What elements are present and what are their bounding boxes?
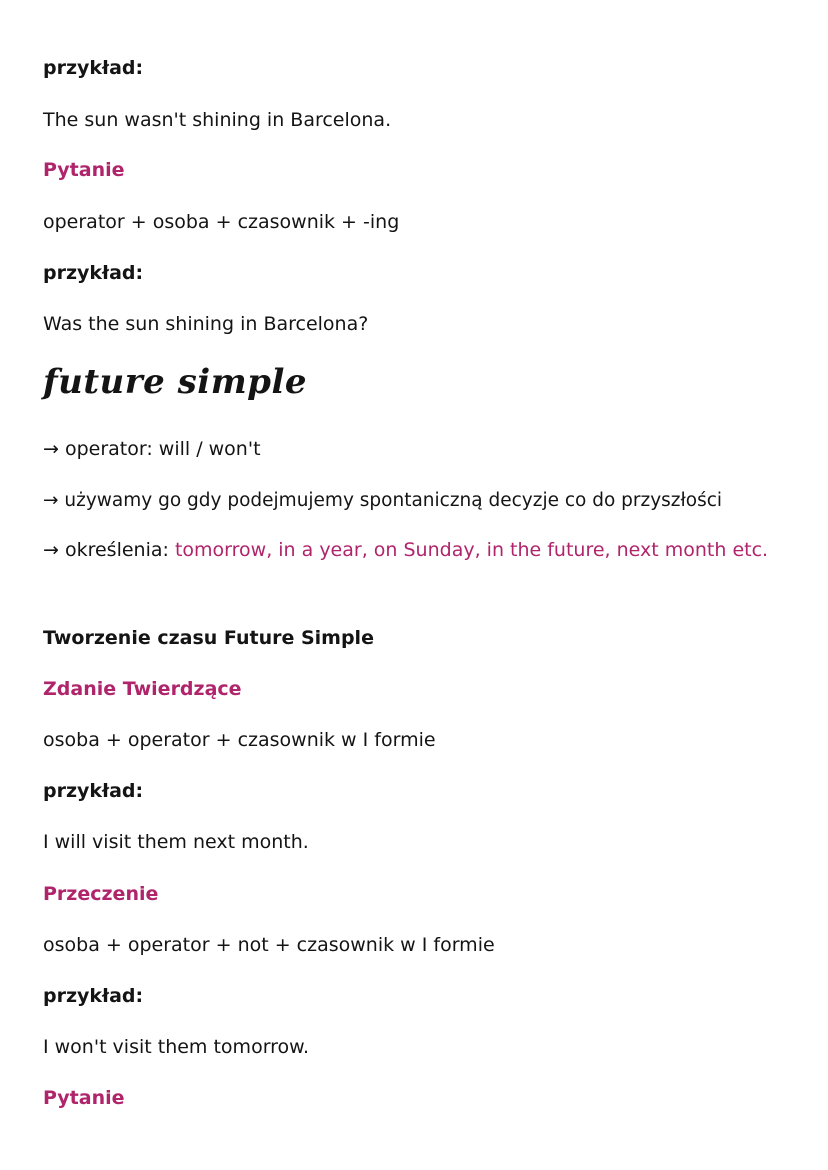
- time-expressions: tomorrow, in a year, on Sunday, in the future, next month etc.: [174, 539, 769, 561]
- example-label: przykład:: [43, 262, 144, 284]
- example-sentence: Was the sun shining in Barcelona?: [43, 313, 369, 335]
- section-heading-formation: Tworzenie czasu Future Simple: [43, 627, 374, 649]
- formula-line: osoba + operator + czasownik w I formie: [43, 729, 436, 751]
- section-heading-negative: Przeczenie: [43, 883, 159, 905]
- section-heading-question: Pytanie: [43, 1087, 125, 1109]
- section-heading-question: Pytanie: [43, 159, 125, 181]
- bullet-time-expressions: [43, 534, 783, 567]
- example-sentence: I won't visit them tomorrow.: [43, 1036, 310, 1058]
- example-label: przykład:: [43, 57, 144, 79]
- formula-line: operator + osoba + czasownik + -ing: [43, 211, 400, 233]
- bullet-operator: → operator: will / won't: [43, 438, 261, 460]
- example-sentence: The sun wasn't shining in Barcelona.: [43, 109, 392, 131]
- bullet-lead: → określenia:: [43, 539, 175, 561]
- example-sentence: I will visit them next month.: [43, 831, 309, 853]
- formula-line: osoba + operator + not + czasownik w I formie: [43, 934, 495, 956]
- section-heading-affirmative: Zdanie Twierdzące: [43, 678, 242, 700]
- example-label: przykład:: [43, 985, 144, 1007]
- bullet-usage: → używamy go gdy podejmujemy spontaniczną decyzje co do przyszłości: [43, 490, 723, 511]
- example-label: przykład:: [43, 780, 144, 802]
- page-title: future simple: [43, 362, 308, 402]
